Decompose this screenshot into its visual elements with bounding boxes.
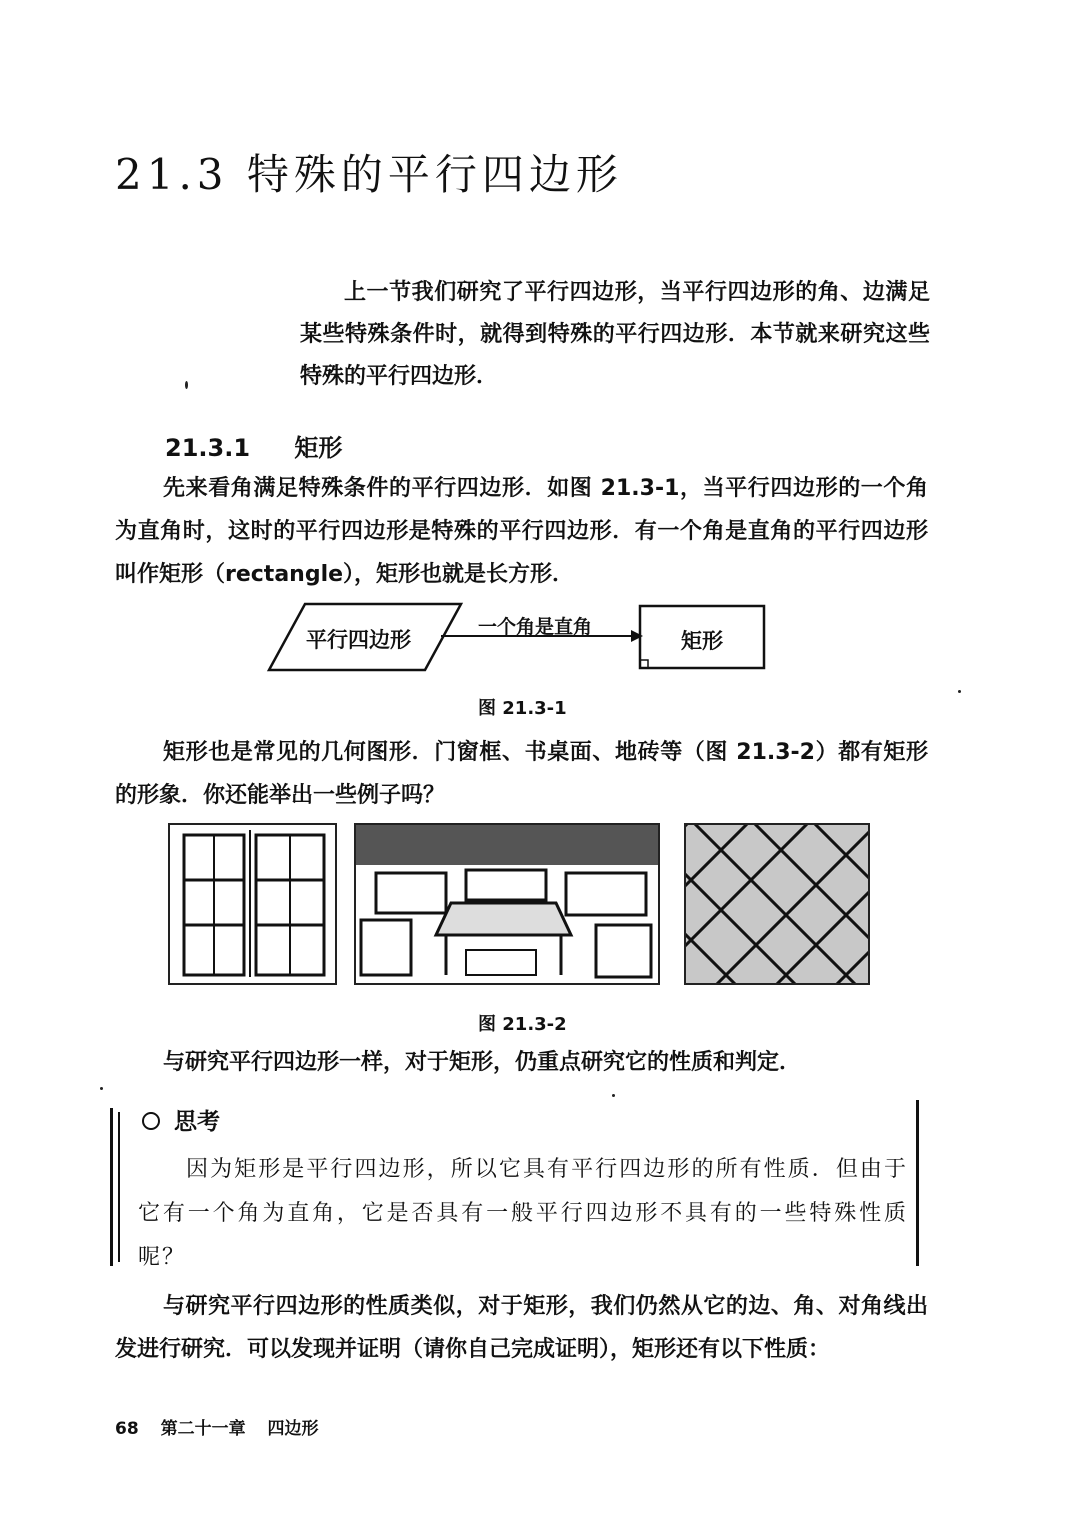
classroom-desks-drawing <box>356 825 658 983</box>
figure1-caption: 图 21.3-1 <box>478 698 567 719</box>
stray-mark <box>612 1094 615 1097</box>
stray-mark <box>185 381 188 389</box>
figure2-caption: 图 21.3-2 <box>478 1014 567 1035</box>
think-box-left-bar-inner <box>118 1112 120 1262</box>
paragraph-definition: 先来看角满足特殊条件的平行四边形．如图 21.3-1，当平行四边形的一个角为直角时，这时的平行四边形是特殊的平行四边形．有一个角是直角的平行四边形叫作矩形（rectangle），矩形也就是长方形． <box>115 476 928 587</box>
fig1-right-label: 矩形 <box>681 629 723 653</box>
window-frame-drawing <box>170 825 335 983</box>
think-box-left-bar <box>110 1108 113 1266</box>
photo-window-frame <box>168 823 337 985</box>
photo-classroom-desks <box>354 823 660 985</box>
paragraph-focus: 与研究平行四边形一样，对于矩形，仍重点研究它的性质和判定． <box>163 1050 802 1075</box>
floor-tiles-drawing <box>686 825 868 983</box>
chapter-topic: 四边形 <box>267 1419 319 1439</box>
subsection-heading <box>165 428 342 463</box>
page-title: 21.3 特殊的平行四边形 <box>115 150 623 199</box>
think-heading-label: 思考 <box>174 1109 220 1135</box>
page-number: 68 <box>115 1419 139 1439</box>
stray-mark <box>100 1087 103 1090</box>
page-footer <box>115 1414 335 1439</box>
paragraph-examples: 矩形也是常见的几何图形．门窗框、书桌面、地砖等（图 21.3-2）都有矩形的形象．你还能举出一些例子吗？ <box>115 740 928 808</box>
paragraph-properties: 与研究平行四边形的性质类似，对于矩形，我们仍然从它的边、角、对角线出发进行研究．可以发现并证明（请你自己完成证明），矩形还有以下性质： <box>115 1294 928 1362</box>
subsection-number: 21.3.1 <box>165 434 251 462</box>
fig1-left-label: 平行四边形 <box>306 628 411 652</box>
subsection-title: 矩形 <box>294 434 343 462</box>
photo-floor-tiles <box>684 823 870 985</box>
stray-mark <box>958 690 961 693</box>
fig1-arrow-label: 一个角是直角 <box>478 616 593 638</box>
section-intro: 上一节我们研究了平行四边形，当平行四边形的角、边满足某些特殊条件时，就得到特殊的平行四边形．本节就来研究这些特殊的平行四边形． <box>300 280 930 389</box>
think-question: 因为矩形是平行四边形，所以它具有平行四边形的所有性质．但由于它有一个角为直角，它是否具有一般平行四边形不具有的一些特殊性质呢？ <box>138 1157 908 1270</box>
chapter-name: 第二十一章 <box>160 1419 246 1439</box>
lightbulb-icon <box>142 1112 160 1130</box>
think-heading <box>142 1103 220 1136</box>
think-box-right-bar <box>916 1100 919 1266</box>
